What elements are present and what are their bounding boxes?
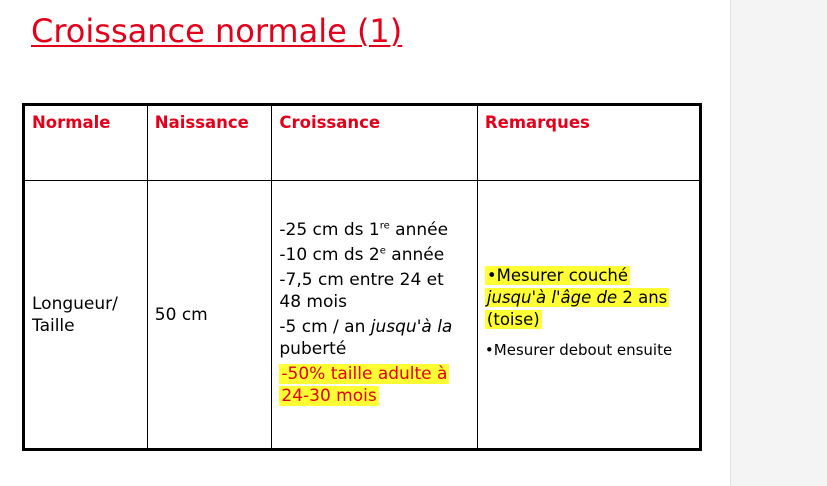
croissance-line-4-end: puberté [279,339,347,359]
remarque-1-text: •Mesurer couché [486,266,629,285]
croissance-line-4-text: -5 cm / an [279,317,371,337]
slide-title: Croissance normale (1) [31,12,403,50]
normale-line-2: Taille [32,315,75,336]
croissance-line-1-sup: re [379,220,390,232]
cell-remarques [477,181,700,450]
normale-line-1: Longueur/ [32,293,118,314]
croissance-line-1-text: -25 cm ds 1 [279,220,380,240]
side-panel [730,0,827,486]
croissance-line-1-end: année [389,220,449,240]
remarque-1-end: 2 ans (toise) [486,288,668,329]
croissance-line-1 [279,219,470,241]
croissance-line-3: -7,5 cm entre 24 et 48 mois [279,270,444,312]
croissance-line-5-highlight: -50% taille adulte à 24-30 mois [281,364,448,406]
croissance-line-4-em: jusqu'à la [370,317,453,337]
cell-normale [24,181,148,450]
cell-naissance: 50 cm [147,181,272,450]
croissance-line-4 [279,316,470,360]
remarque-1 [485,265,692,331]
header-naissance: Naissance [147,105,272,181]
remarque-1-highlight [485,266,669,329]
header-croissance: Croissance [272,105,478,181]
croissance-line-2-text: -10 cm ds 2 [279,245,380,265]
header-normale: Normale [24,105,148,181]
table-row [24,181,701,450]
remarque-2: •Mesurer debout ensuite [484,341,673,359]
growth-table [22,103,702,451]
croissance-line-5 [279,363,470,407]
croissance-line-2-end: année [385,245,445,265]
cell-croissance [272,181,478,450]
table-header-row [24,105,701,181]
header-remarques: Remarques [477,105,700,181]
croissance-line-2-sup: e [379,245,386,257]
remarque-1-em: jusqu'à l'âge de [486,288,618,307]
croissance-line-2 [279,244,470,266]
